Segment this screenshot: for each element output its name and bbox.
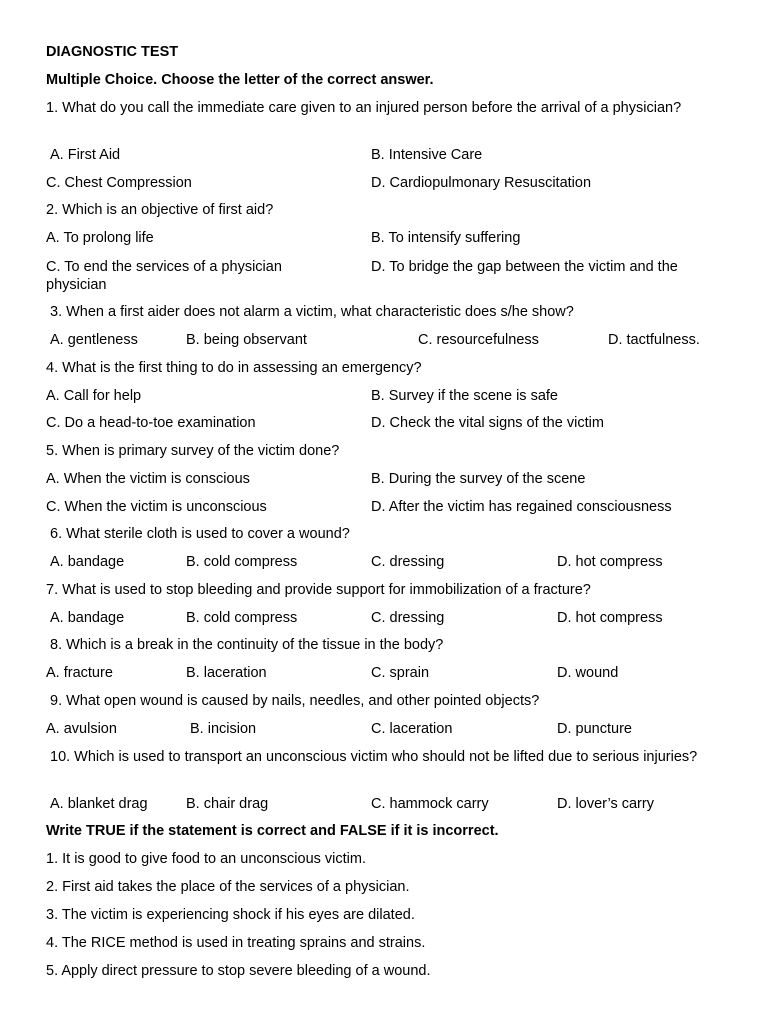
question-10: 10. Which is used to transport an unconscious victim who should not be lifted due to serious injuries? — [50, 749, 698, 765]
q6-option-a: A. bandage — [50, 554, 125, 570]
question-4: 4. What is the first thing to do in assessing an emergency? — [46, 360, 422, 376]
q2-option-d-continued: physician — [46, 277, 107, 293]
q5-option-a: A. When the victim is conscious — [46, 471, 250, 487]
q8-option-d: D. wound — [557, 665, 619, 681]
q1-option-a: A. First Aid — [50, 147, 121, 163]
question-2: 2. Which is an objective of first aid? — [46, 202, 274, 218]
q8-option-a: A. fracture — [46, 665, 113, 681]
q9-option-d: D. puncture — [557, 721, 632, 737]
tf-instruction: Write TRUE if the statement is correct and FALSE if it is incorrect. — [46, 823, 499, 839]
q3-option-c: C. resourcefulness — [418, 332, 539, 348]
tf-item-3: 3. The victim is experiencing shock if his eyes are dilated. — [46, 907, 415, 923]
q7-option-b: B. cold compress — [186, 610, 298, 626]
q2-option-b: B. To intensify suffering — [371, 230, 521, 246]
q2-option-a: A. To prolong life — [46, 230, 154, 246]
tf-item-4: 4. The RICE method is used in treating sprains and strains. — [46, 935, 426, 951]
q9-option-c: C. laceration — [371, 721, 453, 737]
q1-option-b: B. Intensive Care — [371, 147, 483, 163]
question-9: 9. What open wound is caused by nails, needles, and other pointed objects? — [50, 693, 540, 709]
q1-option-d: D. Cardiopulmonary Resuscitation — [371, 175, 592, 191]
q10-option-c: C. hammock carry — [371, 796, 489, 812]
question-1: 1. What do you call the immediate care given to an injured person before the arrival of a physician? — [46, 100, 682, 116]
q7-option-d: D. hot compress — [557, 610, 663, 626]
q3-option-d: D. tactfulness. — [608, 332, 700, 348]
q10-option-b: B. chair drag — [186, 796, 269, 812]
q5-option-d: D. After the victim has regained consciousness — [371, 499, 672, 515]
q4-option-b: B. Survey if the scene is safe — [371, 388, 558, 404]
q3-option-b: B. being observant — [186, 332, 307, 348]
q4-option-c: C. Do a head-to-toe examination — [46, 415, 256, 431]
q2-option-d: D. To bridge the gap between the victim and the — [371, 259, 678, 275]
q7-option-a: A. bandage — [50, 610, 125, 626]
q2-option-c: C. To end the services of a physician — [46, 259, 282, 275]
question-5: 5. When is primary survey of the victim done? — [46, 443, 340, 459]
q9-option-b: B. incision — [190, 721, 257, 737]
q7-option-c: C. dressing — [371, 610, 445, 626]
q4-option-a: A. Call for help — [46, 388, 142, 404]
q9-option-a: A. avulsion — [46, 721, 117, 737]
q8-option-b: B. laceration — [186, 665, 267, 681]
q5-option-b: B. During the survey of the scene — [371, 471, 586, 487]
q6-option-c: C. dressing — [371, 554, 445, 570]
q6-option-d: D. hot compress — [557, 554, 663, 570]
tf-item-2: 2. First aid takes the place of the services of a physician. — [46, 879, 410, 895]
q5-option-c: C. When the victim is unconscious — [46, 499, 267, 515]
q6-option-b: B. cold compress — [186, 554, 298, 570]
question-6: 6. What sterile cloth is used to cover a wound? — [50, 526, 350, 542]
question-8: 8. Which is a break in the continuity of the tissue in the body? — [50, 637, 444, 653]
q8-option-c: C. sprain — [371, 665, 430, 681]
q10-option-a: A. blanket drag — [50, 796, 148, 812]
q3-option-a: A. gentleness — [50, 332, 138, 348]
question-7: 7. What is used to stop bleeding and provide support for immobilization of a fracture? — [46, 582, 591, 598]
tf-item-5: 5. Apply direct pressure to stop severe bleeding of a wound. — [46, 963, 431, 979]
q4-option-d: D. Check the vital signs of the victim — [371, 415, 604, 431]
question-3: 3. When a first aider does not alarm a victim, what characteristic does s/he show? — [50, 304, 574, 320]
mc-instruction: Multiple Choice. Choose the letter of the correct answer. — [46, 72, 434, 88]
q1-option-c: C. Chest Compression — [46, 175, 192, 191]
q10-option-d: D. lover’s carry — [557, 796, 654, 812]
page-title: DIAGNOSTIC TEST — [46, 44, 179, 60]
tf-item-1: 1. It is good to give food to an unconscious victim. — [46, 851, 366, 867]
